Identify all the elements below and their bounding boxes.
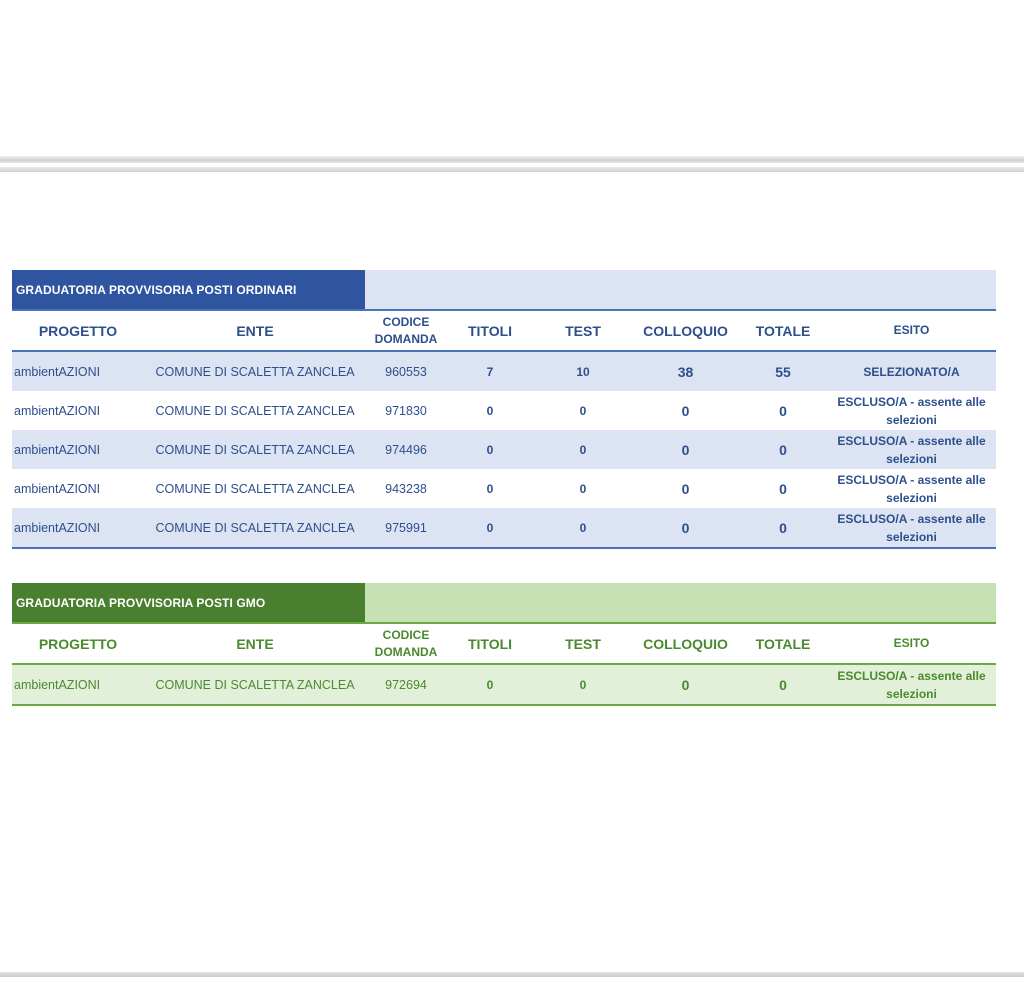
header-esito: ESITO xyxy=(893,636,930,650)
cell-codice: 975991 xyxy=(385,520,427,535)
cell-esito-text: SELEZIONATO/A xyxy=(863,364,960,379)
cell-codice: 943238 xyxy=(385,481,427,496)
table-title-row xyxy=(12,270,996,309)
header-ente: ENTE xyxy=(236,635,274,652)
cell-colloquio: 0 xyxy=(681,402,690,419)
cell-esito-line2: selezioni xyxy=(886,529,937,544)
cell-esito-line1: ESCLUSO/A - assente alle xyxy=(837,668,986,683)
table-row xyxy=(12,352,996,391)
header-totale: TOTALE xyxy=(755,322,811,339)
cell-esito xyxy=(827,508,996,547)
cell-progetto: ambientAZIONI xyxy=(14,520,101,535)
cell-progetto: ambientAZIONI xyxy=(14,481,101,496)
cell-esito-line2: selezioni xyxy=(886,490,937,505)
cell-test: 0 xyxy=(579,520,587,535)
cell-esito-line2: selezioni xyxy=(886,686,937,701)
cell-codice: 974496 xyxy=(385,442,427,457)
cell-progetto: ambientAZIONI xyxy=(14,364,101,379)
cell-progetto: ambientAZIONI xyxy=(14,403,101,418)
cell-test: 0 xyxy=(579,442,587,457)
header-codice-domanda xyxy=(366,624,446,663)
header-test: TEST xyxy=(565,322,601,339)
cell-titoli: 0 xyxy=(486,520,494,535)
header-progetto: PROGETTO xyxy=(38,322,118,339)
cell-esito-line1: ESCLUSO/A - assente alle xyxy=(837,394,986,409)
cell-totale: 55 xyxy=(775,363,791,380)
cell-titoli: 7 xyxy=(486,364,494,379)
header-progetto: PROGETTO xyxy=(38,635,118,652)
cell-titoli: 0 xyxy=(486,481,494,496)
cell-progetto: ambientAZIONI xyxy=(14,677,101,692)
table-title: GRADUATORIA PROVVISORIA POSTI ORDINARI xyxy=(12,270,365,309)
cell-totale: 0 xyxy=(779,676,787,693)
cell-codice: 971830 xyxy=(385,403,427,418)
cell-totale: 0 xyxy=(779,441,787,458)
cell-test: 0 xyxy=(579,677,587,692)
cell-ente: COMUNE DI SCALETTA ZANCLEA xyxy=(155,403,355,418)
header-test: TEST xyxy=(565,635,601,652)
table-title-row xyxy=(12,583,996,622)
top-divider-secondary xyxy=(0,167,1024,172)
header-codice-line1: CODICE xyxy=(382,627,430,642)
bottom-divider xyxy=(0,972,1024,977)
cell-colloquio: 0 xyxy=(681,676,690,693)
cell-colloquio: 38 xyxy=(677,363,694,380)
header-codice-line2: DOMANDA xyxy=(374,644,438,659)
header-esito: ESITO xyxy=(893,323,930,337)
table-row xyxy=(12,391,996,430)
header-colloquio: COLLOQUIO xyxy=(643,635,728,652)
cell-codice: 972694 xyxy=(385,677,427,692)
cell-titoli: 0 xyxy=(486,677,494,692)
table-title-fill xyxy=(365,583,996,622)
cell-titoli: 0 xyxy=(486,442,494,457)
cell-codice: 960553 xyxy=(385,364,427,379)
cell-colloquio: 0 xyxy=(681,519,690,536)
header-titoli: TITOLI xyxy=(467,322,513,339)
table-posti-ordinari xyxy=(12,270,996,549)
cell-ente: COMUNE DI SCALETTA ZANCLEA xyxy=(155,364,355,379)
table-header-row xyxy=(12,309,996,352)
cell-esito-line2: selezioni xyxy=(886,412,937,427)
table-row xyxy=(12,469,996,508)
table-row xyxy=(12,508,996,549)
cell-ente: COMUNE DI SCALETTA ZANCLEA xyxy=(155,520,355,535)
cell-progetto: ambientAZIONI xyxy=(14,442,101,457)
cell-ente: COMUNE DI SCALETTA ZANCLEA xyxy=(155,442,355,457)
cell-test: 0 xyxy=(579,481,587,496)
cell-esito-line1: ESCLUSO/A - assente alle xyxy=(837,472,986,487)
top-divider xyxy=(0,156,1024,163)
header-totale: TOTALE xyxy=(755,635,811,652)
cell-ente: COMUNE DI SCALETTA ZANCLEA xyxy=(155,481,355,496)
cell-totale: 0 xyxy=(779,402,787,419)
cell-esito-line1: ESCLUSO/A - assente alle xyxy=(837,511,986,526)
cell-ente: COMUNE DI SCALETTA ZANCLEA xyxy=(155,677,355,692)
cell-esito xyxy=(827,391,996,430)
cell-test: 10 xyxy=(576,364,590,379)
cell-colloquio: 0 xyxy=(681,480,690,497)
table-row xyxy=(12,665,996,706)
cell-esito-line1: ESCLUSO/A - assente alle xyxy=(837,433,986,448)
header-ente: ENTE xyxy=(236,322,274,339)
cell-titoli: 0 xyxy=(486,403,494,418)
header-codice-line2: DOMANDA xyxy=(374,331,438,346)
table-row xyxy=(12,430,996,469)
cell-esito xyxy=(827,430,996,469)
cell-test: 0 xyxy=(579,403,587,418)
table-posti-gmo xyxy=(12,583,996,706)
header-colloquio: COLLOQUIO xyxy=(643,322,728,339)
header-codice-domanda xyxy=(366,311,446,350)
table-title: GRADUATORIA PROVVISORIA POSTI GMO xyxy=(12,583,365,622)
cell-totale: 0 xyxy=(779,519,787,536)
cell-esito-line2: selezioni xyxy=(886,451,937,466)
table-title-fill xyxy=(365,270,996,309)
header-titoli: TITOLI xyxy=(467,635,513,652)
cell-esito xyxy=(827,469,996,508)
cell-esito xyxy=(827,352,996,391)
cell-esito xyxy=(827,665,996,704)
table-header-row xyxy=(12,622,996,665)
cell-totale: 0 xyxy=(779,480,787,497)
cell-colloquio: 0 xyxy=(681,441,690,458)
header-codice-line1: CODICE xyxy=(382,314,430,329)
